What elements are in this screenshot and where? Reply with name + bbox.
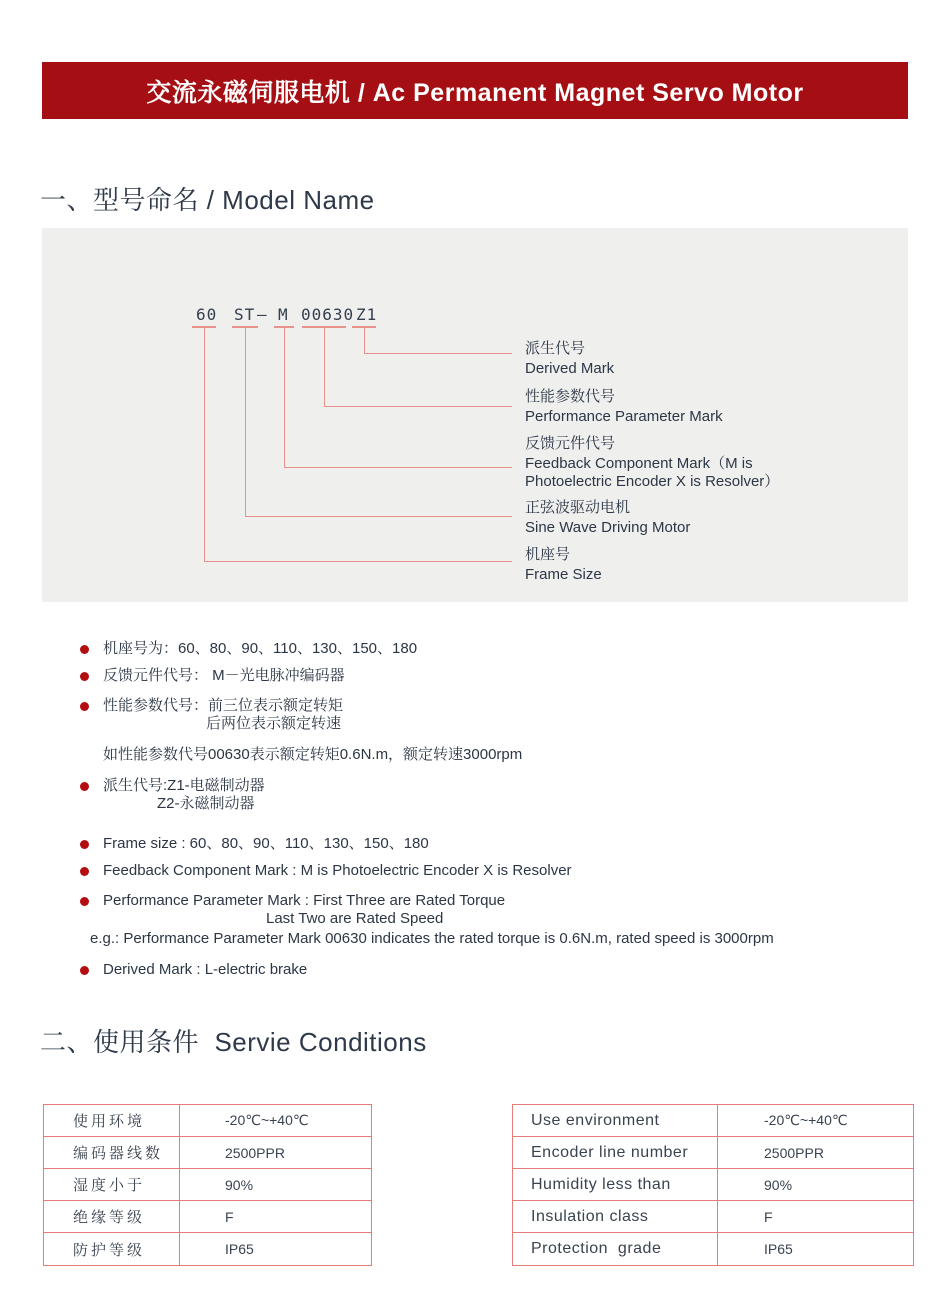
callout-en: Feedback Component Mark（M is Photoelectric Encoder X is Resolver） — [525, 454, 780, 490]
callout-sine-wave — [525, 499, 855, 537]
connector-line-feedback — [284, 467, 512, 468]
callout-derived-mark — [525, 340, 855, 378]
table-cell-value: 90% — [225, 1176, 254, 1193]
table-cell-label: Humidity less than — [513, 1169, 718, 1200]
callout-frame-size — [525, 546, 855, 584]
connector-line-sine — [245, 328, 246, 516]
bullet-zh-performance-line1: 性能参数代号：前三位表示额定转矩 — [103, 697, 344, 714]
connector-line-performance — [324, 406, 512, 407]
code-token-feedback: M — [278, 305, 289, 324]
bullet-en-derived: Derived Mark : L-electric brake — [103, 961, 308, 978]
table-cell-label: 使用环境 — [44, 1105, 180, 1136]
code-token-dash: – — [257, 305, 268, 324]
connector-line-feedback — [284, 328, 285, 467]
table-cell-value: F — [764, 1208, 773, 1225]
table-cell-value: IP65 — [764, 1241, 793, 1257]
table-cell-label: Encoder line number — [513, 1137, 718, 1168]
table-cell-label: 编码器线数 — [44, 1137, 180, 1168]
section1-heading: 一、型号命名 / Model Name — [40, 185, 375, 215]
table-row — [513, 1233, 913, 1265]
table-row — [44, 1137, 371, 1169]
table-cell-value: -20℃~+40℃ — [225, 1112, 309, 1128]
table-cell-value: -20℃~+40℃ — [764, 1112, 848, 1128]
note-zh-example: 如性能参数代号00630表示额定转矩0.6N.m，额定转速3000rpm — [103, 746, 523, 763]
table-cell-label: 湿度小于 — [44, 1169, 180, 1200]
callout-zh: 派生代号 — [525, 340, 586, 357]
bullet-zh-performance-line2: 后两位表示额定转速 — [206, 715, 342, 732]
table-cell-value: 2500PPR — [764, 1144, 824, 1161]
conditions-table-en — [512, 1104, 914, 1266]
bullet-dot — [80, 702, 89, 711]
connector-line-derived — [364, 353, 512, 354]
table-cell-label: Protection grade — [513, 1233, 718, 1265]
table-cell-label: Use environment — [513, 1105, 718, 1136]
bullet-zh-frame-size: 机座号为：60、80、90、110、130、150、180 — [103, 640, 418, 657]
conditions-table-zh — [43, 1104, 372, 1266]
table-cell-value: F — [225, 1208, 234, 1225]
page-title: 交流永磁伺服电机 / Ac Permanent Magnet Servo Motor — [146, 78, 804, 107]
callout-feedback-mark — [525, 435, 841, 492]
callout-en: Derived Mark — [525, 359, 615, 377]
callout-zh: 机座号 — [525, 546, 571, 563]
callout-en: Sine Wave Driving Motor — [525, 518, 691, 536]
bullet-dot — [80, 782, 89, 791]
bullet-en-performance-line2: Last Two are Rated Speed — [266, 910, 444, 927]
table-cell-value: 2500PPR — [225, 1144, 285, 1161]
bullet-zh-derived-line1: 派生代号:Z1-电磁制动器 — [103, 777, 265, 794]
bullet-en-feedback: Feedback Component Mark : M is Photoelectric Encoder X is Resolver — [103, 862, 572, 879]
callout-zh: 性能参数代号 — [525, 388, 616, 405]
connector-line-derived — [364, 328, 365, 353]
section2-heading: 二、使用条件 Servie Conditions — [40, 1027, 427, 1057]
bullet-zh-derived-line2: Z2-永磁制动器 — [157, 795, 255, 812]
code-token-frame: 60 — [196, 305, 218, 324]
table-row — [513, 1105, 913, 1137]
table-row — [44, 1233, 371, 1265]
table-row — [513, 1201, 913, 1233]
table-row — [513, 1169, 913, 1201]
bullet-en-performance-line1: Performance Parameter Mark : First Three are Rated Torque — [103, 892, 506, 909]
code-token-st: ST — [234, 305, 256, 324]
table-row — [44, 1169, 371, 1201]
callout-zh: 正弦波驱动电机 — [525, 499, 631, 516]
bullet-dot — [80, 672, 89, 681]
table-cell-label: Insulation class — [513, 1201, 718, 1232]
connector-line-frame — [204, 561, 512, 562]
table-cell-value: 90% — [764, 1176, 793, 1193]
title-banner — [42, 62, 908, 119]
code-token-performance: 00630 — [301, 305, 355, 324]
bullet-dot — [80, 840, 89, 849]
table-row — [44, 1105, 371, 1137]
bullet-dot — [80, 867, 89, 876]
bullet-zh-feedback: 反馈元件代号： M－光电脉冲编码器 — [103, 667, 345, 684]
callout-zh: 反馈元件代号 — [525, 435, 616, 452]
callout-en: Performance Parameter Mark — [525, 407, 723, 425]
table-cell-label: 防护等级 — [44, 1233, 180, 1265]
connector-line-frame — [204, 328, 205, 561]
callout-en: Frame Size — [525, 565, 602, 583]
bullet-dot — [80, 966, 89, 975]
connector-line-sine — [245, 516, 512, 517]
table-cell-label: 绝缘等级 — [44, 1201, 180, 1232]
bullet-dot — [80, 897, 89, 906]
connector-line-performance — [324, 328, 325, 406]
bullet-en-frame-size: Frame size : 60、80、90、110、130、150、180 — [103, 835, 429, 852]
bullet-en-performance-example: e.g.: Performance Parameter Mark 00630 indicates the rated torque is 0.6N.m, rated speed is 3000rpm — [90, 930, 774, 947]
bullet-dot — [80, 645, 89, 654]
table-row — [44, 1201, 371, 1233]
code-token-derived: Z1 — [356, 305, 378, 324]
table-row — [513, 1137, 913, 1169]
table-cell-value: IP65 — [225, 1241, 254, 1257]
callout-performance-mark — [525, 388, 855, 426]
